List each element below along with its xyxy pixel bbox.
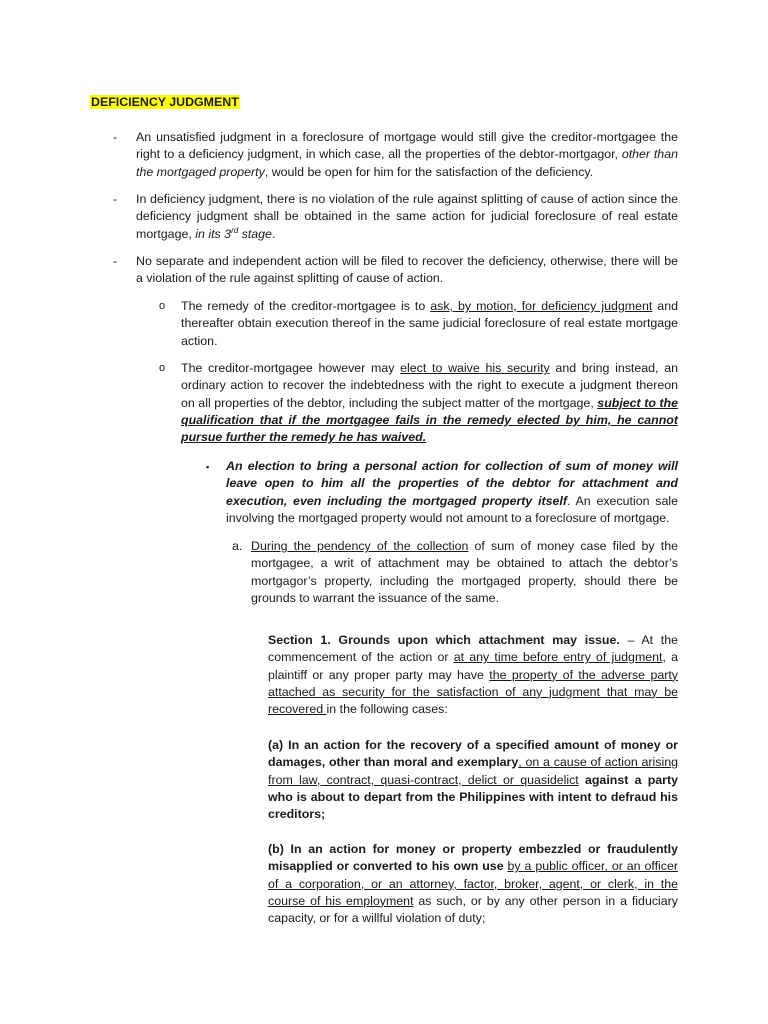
rule-clause-b: (b) In an action for money or property embezzled or fraudulently misapplied or converted to his own use by a public officer, or an officer of a corporation, or an attorney, factor, broker, agent, or clerk, in the course of his employment as such, or by any other person in a fiduciary capacity, or for a willful violation of duty; [268, 842, 678, 926]
highlighted-heading-text: DEFICIENCY JUDGMENT [91, 95, 239, 109]
circle-marker: o [159, 362, 166, 374]
lettered-item-text: During the pendency of the collection of sum of money case filed by the mortgagee, a writ of attachment may be obtained to attach the debtor’s mortgagor’s property, including the mortgaged property, should there be grounds to warrant the issuance of the same. [251, 539, 678, 605]
sub-item-text: The remedy of the creditor-mortgagee is to ask, by motion, for deficiency judgment and thereafter obtain execution thereof in the same judicial foreclosure of real estate mortgage action. [181, 299, 678, 348]
bullet-text: No separate and independent action will be filed to recover the deficiency, otherwise, there will be a violation of the rule against splitting of cause of action. [136, 254, 678, 286]
bullet-no-violation [113, 191, 678, 243]
sub-item-waive-security [159, 360, 678, 446]
square-marker: ▪ [206, 462, 210, 472]
section-heading [90, 94, 240, 111]
rule-section-1: Section 1. Grounds upon which attachment may issue. – At the commencement of the action or at any time before entry of judgment, a plaintiff or any proper party may have the property of the adverse party attached as security for the satisfaction of any judgment that may be recovered in the following cases: [268, 633, 679, 717]
bullet-unsatisfied-judgment [113, 129, 678, 181]
circle-marker: o [159, 300, 166, 312]
rule-clause-a: (a) In an action for the recovery of a specified amount of money or damages, other than moral and exemplary, on a cause of action arising from law, contract, quasi-contract, delict or quasidelict against a party who is about to depart from the Philippines with intent to defraud his creditors; [268, 738, 679, 822]
dash-marker: - [113, 130, 118, 144]
square-item-text: An election to bring a personal action for collection of sum of money will leave open to him all the properties of the debtor for attachment and execution, even including the mortgaged property itself. An execution sale involving the mortgaged property would not amount to a foreclosure of mortgage. [226, 459, 678, 525]
dash-marker: - [113, 192, 118, 206]
dash-marker: - [113, 254, 118, 268]
bullet-no-separate-action [113, 253, 678, 288]
sub-item-text: The creditor-mortgagee however may elect to waive his security and bring instead, an ordinary action to recover the indebtedness with the right to execute a judgment thereon on all properties of the debtor, including the subject matter of the mortgage, subject to the qualification that if the mortgagee fails in the remedy elected by him, he cannot pursue further the remedy he has waived. [181, 361, 678, 445]
bullet-text: In deficiency judgment, there is no violation of the rule against splitting of cause of action since the deficiency judgment shall be obtained in the same action for judicial foreclosure of real estate mortgage, in its 3rd stage. [136, 192, 678, 241]
bullet-text: An unsatisfied judgment in a foreclosure of mortgage would still give the creditor-mortgagee the right to a deficiency judgment, in which case, all the properties of the debtor-mortgagor, other than the mortgaged property, would be open for him for the satisfaction of the deficiency. [136, 130, 678, 179]
square-item-personal-action [206, 458, 678, 527]
sub-item-remedy [159, 298, 678, 350]
letter-marker: a. [232, 539, 243, 553]
lettered-item-a [232, 538, 678, 607]
